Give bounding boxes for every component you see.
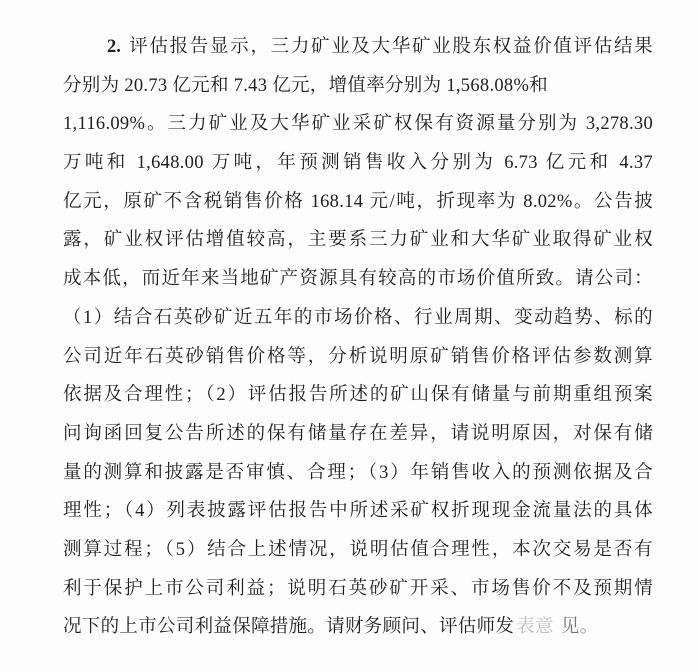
paragraph-line <box>63 28 653 67</box>
paragraph-line: 测算过程；（5）结合上述情况，说明估值合理性，本次交易是否有 <box>63 539 653 560</box>
line-text: 评估报告显示，三力矿业及大华矿业股东权益价值评估结果 <box>127 37 653 57</box>
paragraph-line: （1）结合石英砂矿近五年的市场价格、行业周期、变动趋势、标的 <box>63 307 653 328</box>
paragraph-line: 分别为 20.73 亿元和 7.43 亿元，增值率分别为 1,568.08%和 <box>63 75 548 96</box>
paragraph-line: 依据及合理性；（2）评估报告所述的矿山保有储量与前期重组预案 <box>63 385 653 406</box>
paragraph-line: 亿元，原矿不含税销售价格 168.14 元/吨，折现率为 8.02%。公告披 <box>63 191 653 212</box>
paragraph-line: 理性；（4）列表披露评估报告中所述采矿权折现现金流量法的具体 <box>63 501 653 522</box>
paragraph-line: 万吨和 1,648.00 万吨，年预测销售收入分别为 6.73 亿元和 4.37 <box>63 153 653 174</box>
paragraph-line: 公司近年石英砂销售价格等，分析说明原矿销售价格评估参数测算 <box>63 346 653 367</box>
faded-watermarked-text: 表意 <box>516 617 554 638</box>
paragraph-line: 利于保护上市公司利益；说明石英砂矿开采、市场售价不及预期情 <box>63 578 653 599</box>
paragraph-line: 1,116.09%。三力矿业及大华矿业采矿权保有资源量分别为 3,278.30 <box>63 114 653 135</box>
paragraph <box>63 28 653 647</box>
paragraph-number: 2. <box>107 37 121 57</box>
semi-faded-text: 见。 <box>560 617 599 638</box>
paragraph-line <box>63 608 653 647</box>
paragraph-line: 问询函回复公告所述的保有储量存在差异，请说明原因，对保有储 <box>63 423 653 444</box>
line-text: 况下的上市公司利益保障措施。请财务顾问、评估师发 <box>63 617 515 638</box>
paragraph-line: 量的测算和披露是否审慎、合理；（3）年销售收入的预测依据及合 <box>63 462 653 483</box>
paragraph-line: 成本低，而近年来当地矿产资源具有较高的市场价值所致。请公司： <box>63 269 653 290</box>
paragraph-line: 露，矿业权评估增值较高，主要系三力矿业和大华矿业取得矿业权 <box>63 230 653 251</box>
